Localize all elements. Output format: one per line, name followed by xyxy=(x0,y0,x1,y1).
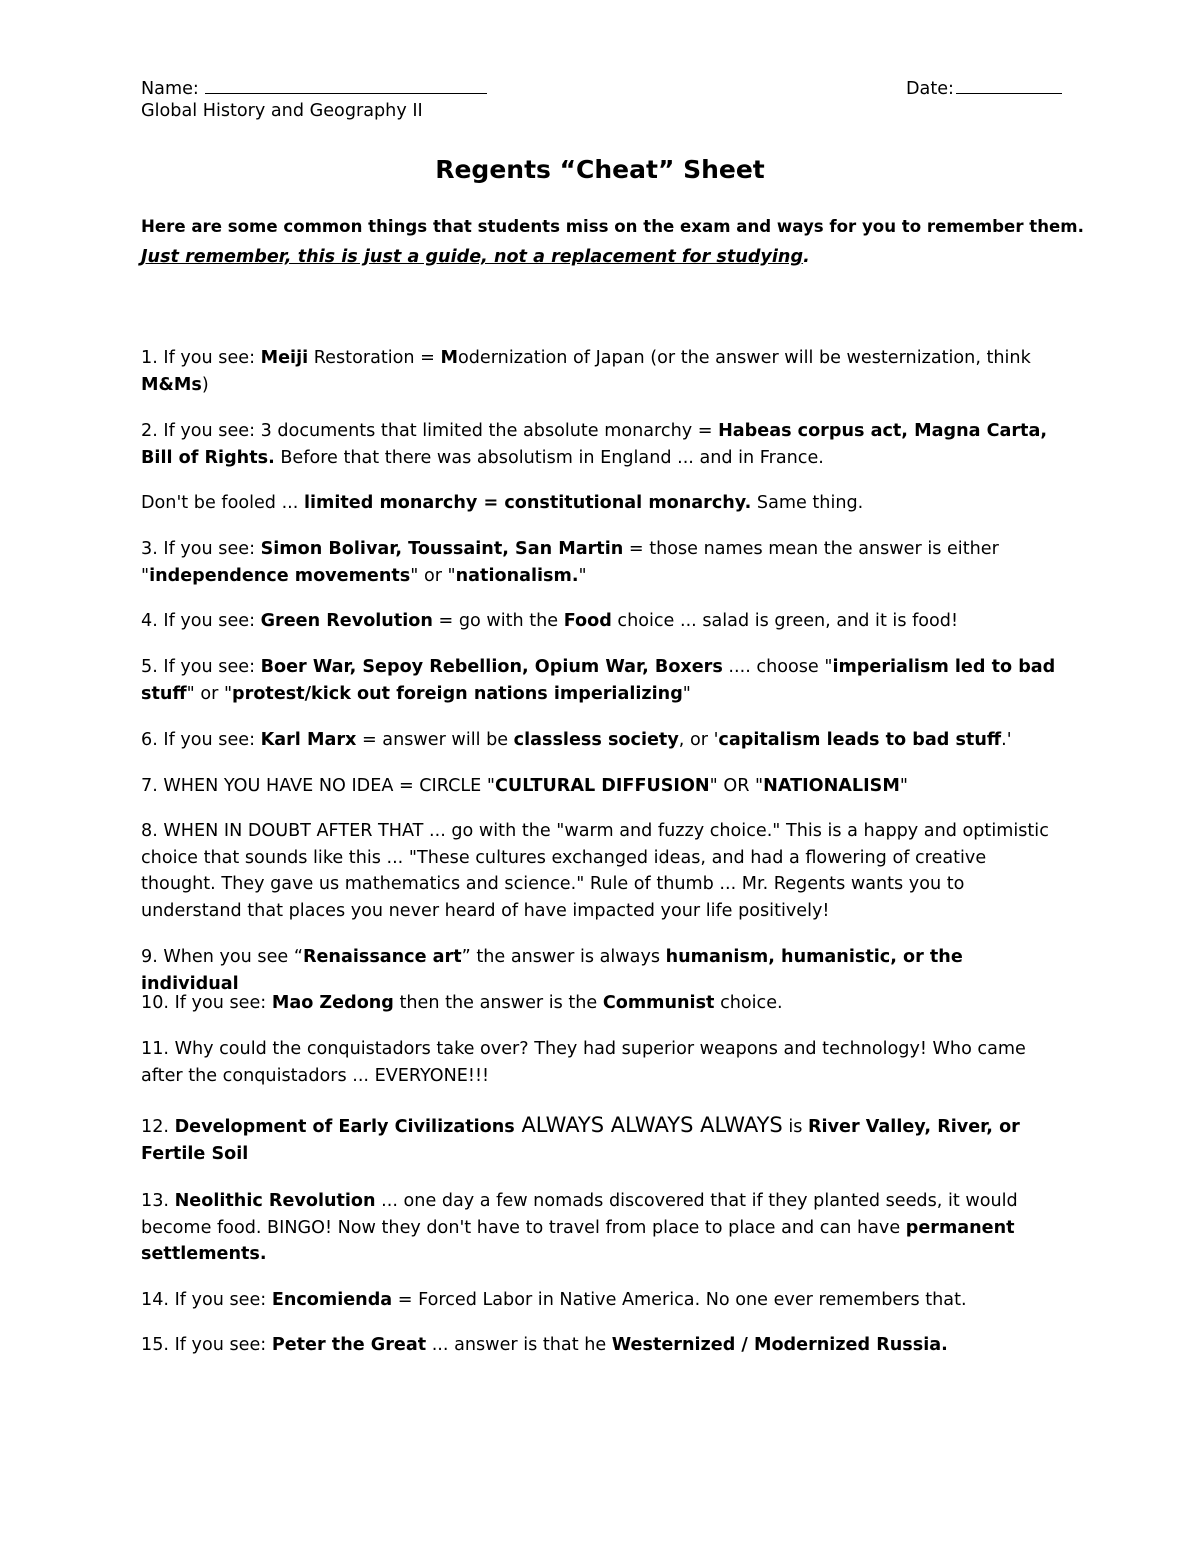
item-text-segment: limited monarchy = constitutional monarchy. xyxy=(303,493,752,513)
item-text-segment: 9. When you see “ xyxy=(141,947,303,967)
list-item xyxy=(141,345,1061,398)
intro-italic-line xyxy=(141,247,810,267)
list-item xyxy=(141,1332,1061,1359)
item-text-segment: capitalism leads to bad stuff xyxy=(718,730,1002,750)
list-item xyxy=(141,1287,1061,1314)
date-label: Date: xyxy=(906,79,954,99)
item-text-segment: permanent settlements. xyxy=(141,1217,1015,1264)
item-text-segment: ALWAYS ALWAYS ALWAYS xyxy=(514,1113,783,1137)
list-item xyxy=(141,1188,1061,1268)
item-text-segment: Restoration = xyxy=(308,348,441,368)
item-text-segment: imperialism led to bad stuff xyxy=(141,657,1056,704)
item-text-segment: Simon Bolivar, Toussaint, San Martin xyxy=(260,539,624,559)
list-item xyxy=(141,773,1061,800)
item-text-segment: Meiji xyxy=(260,348,309,368)
list-item xyxy=(141,727,1061,754)
item-text-segment: Green Revolution xyxy=(260,611,433,631)
item-text-segment: " xyxy=(578,565,587,586)
item-text-segment: 14. If you see: xyxy=(141,1290,272,1310)
item-text-segment: 12. xyxy=(141,1117,175,1137)
list-item xyxy=(141,990,1061,1017)
item-text-segment: .' xyxy=(1001,730,1012,750)
item-text-segment: = those names mean the answer is either " xyxy=(141,539,999,586)
date-field xyxy=(906,74,1062,99)
item-text-segment: 7. WHEN YOU HAVE NO IDEA = CIRCLE " xyxy=(141,776,495,796)
item-text-segment: 5. If you see: xyxy=(141,657,261,677)
list-item xyxy=(141,818,1061,924)
item-text-segment: 2. If you see: 3 documents that limited the absolute monarchy = xyxy=(141,421,719,441)
item-text-segment: 10. If you see: xyxy=(141,993,272,1013)
item-text-segment: = Forced Labor in Native America. No one ever remembers that. xyxy=(392,1290,967,1310)
item-text-segment: nationalism. xyxy=(455,565,579,586)
item-text-segment: CULTURAL DIFFUSION xyxy=(495,776,710,796)
list-item xyxy=(141,418,1061,471)
list-item xyxy=(141,490,1061,517)
item-text-segment: " xyxy=(682,683,691,704)
item-text-segment: then the answer is the xyxy=(393,993,603,1013)
list-item xyxy=(141,536,1061,589)
list-item xyxy=(141,654,1061,707)
list-item xyxy=(141,608,1061,635)
item-text-segment: Karl Marx xyxy=(260,730,357,750)
item-text-segment: Same thing. xyxy=(751,493,864,513)
item-text-segment: " OR " xyxy=(709,776,764,796)
list-item xyxy=(141,1112,1061,1167)
page-title: Regents “Cheat” Sheet xyxy=(435,155,765,184)
item-text-segment: odernization of Japan (or the answer will be westernization, think xyxy=(458,348,1031,368)
item-text-segment: " or " xyxy=(410,565,456,586)
item-text-segment: NATIONALISM xyxy=(763,776,900,796)
item-text-segment: Communist xyxy=(602,993,715,1013)
name-blank[interactable] xyxy=(205,74,487,94)
intro-italic-end: . xyxy=(803,247,810,267)
name-field xyxy=(141,74,487,99)
item-text-segment: 11. Why could the conquistadors take over? They had superior weapons and technology! Who came after the conquistadors ... EVERYONE!!! xyxy=(141,1039,1026,1086)
item-text-segment: 4. If you see: xyxy=(141,611,261,631)
course-name: Global History and Geography II xyxy=(141,101,423,121)
item-text-segment: ) xyxy=(201,374,209,395)
item-text-segment: 1. If you see: xyxy=(141,348,261,368)
intro-italic-text: Just remember, this is just a guide, not a replacement for studying xyxy=(141,247,804,267)
item-text-segment: Boer War, Sepoy Rebellion, Opium War, Boxers xyxy=(260,657,723,677)
item-text-segment: Peter the Great xyxy=(271,1335,427,1355)
item-text-segment: = go with the xyxy=(432,611,564,631)
item-text-segment: independence movements xyxy=(149,565,411,586)
item-text-segment: Habeas corpus act, Magna Carta, Bill of Rights. xyxy=(141,421,1048,468)
item-text-segment: M xyxy=(440,348,458,368)
item-text-segment: , or ' xyxy=(678,730,719,750)
item-text-segment: choice ... salad is green, and it is food! xyxy=(611,611,959,631)
item-text-segment: .... choose " xyxy=(722,657,833,677)
item-text-segment: Food xyxy=(563,611,612,631)
item-text-segment: " or " xyxy=(186,683,233,704)
item-text-segment: Westernized / Modernized Russia. xyxy=(611,1335,948,1355)
item-text-segment: 6. If you see: xyxy=(141,730,261,750)
item-text-segment: Encomienda xyxy=(271,1290,393,1310)
item-text-segment: River Valley, River, or Fertile Soil xyxy=(141,1117,1020,1164)
item-text-segment: ” the answer is always xyxy=(461,947,666,967)
list-item xyxy=(141,1036,1061,1089)
intro-bold-line: Here are some common things that students miss on the exam and ways for you to remember them. xyxy=(141,217,1084,236)
item-text-segment: Neolithic Revolution xyxy=(174,1191,376,1211)
item-text-segment: ... answer is that he xyxy=(426,1335,612,1355)
item-text-segment: = answer will be xyxy=(356,730,514,750)
item-text-segment: 3. If you see: xyxy=(141,539,261,559)
date-blank[interactable] xyxy=(956,74,1062,94)
name-label: Name: xyxy=(141,79,199,99)
item-text-segment: classless society xyxy=(513,730,679,750)
item-text-segment: 8. WHEN IN DOUBT AFTER THAT ... go with the "warm and fuzzy choice." This is a happy and optimistic choice that sounds like this ... "These cultures exchanged ideas, and had a flowering of creative thought. They gave us mathematics and science." Rule of thumb ... Mr. Regents wants you to understand that places you never heard of have impacted your life positively! xyxy=(141,821,1049,921)
item-text-segment: humanism, humanistic, or the individual xyxy=(141,947,963,994)
item-text-segment: 13. xyxy=(141,1191,175,1211)
item-text-segment: choice. xyxy=(714,993,783,1013)
item-text-segment: ... one day a few nomads discovered that if they planted seeds, it would become food. BINGO! Now they don't have to travel from place to place and can have xyxy=(141,1191,1018,1238)
item-text-segment: " xyxy=(899,776,908,796)
item-text-segment: Mao Zedong xyxy=(271,993,394,1013)
item-text-segment: M&Ms xyxy=(141,374,202,395)
item-text-segment: Don't be fooled ... xyxy=(141,493,304,513)
item-text-segment: protest/kick out foreign nations imperializing xyxy=(232,683,683,704)
item-text-segment: is xyxy=(782,1117,808,1137)
item-text-segment: 15. If you see: xyxy=(141,1335,272,1355)
item-text-segment: Before that there was absolutism in England ... and in France. xyxy=(274,447,824,468)
item-text-segment: Renaissance art xyxy=(302,947,462,967)
item-text-segment: Development of Early Civilizations xyxy=(174,1117,515,1137)
